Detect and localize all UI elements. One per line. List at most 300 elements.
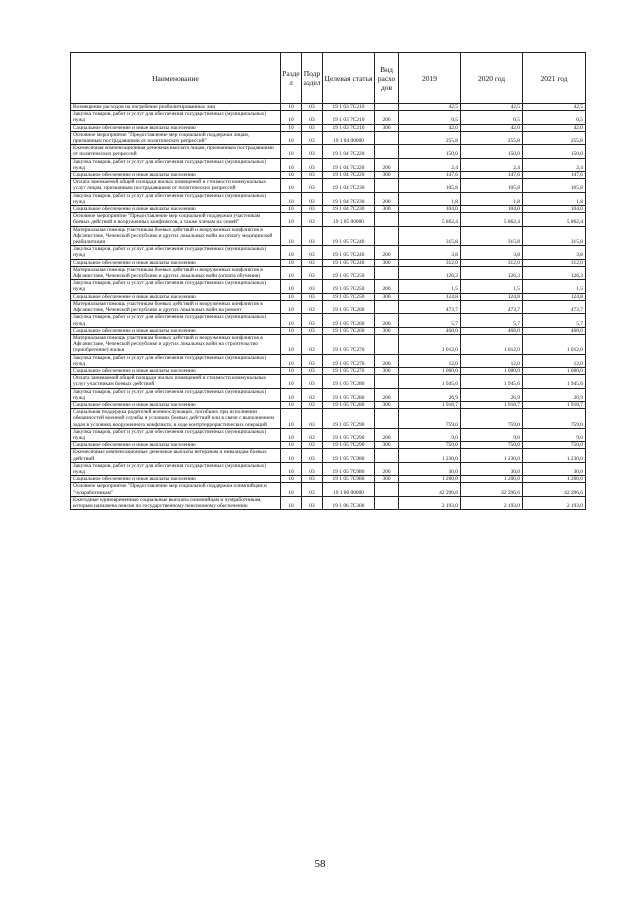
row-target-article: 19 1 05 7С280 — [323, 388, 375, 401]
row-target-article: 19 1 05 7С290 — [323, 442, 375, 449]
row-subsection: 03 — [302, 131, 323, 144]
row-expense-type: 200 — [375, 354, 399, 367]
row-value-2020: 312,0 — [461, 259, 523, 266]
row-expense-type: 300 — [375, 476, 399, 483]
row-target-article: 19 1 05 7С250 — [323, 280, 375, 293]
row-expense-type — [375, 266, 399, 279]
table-row — [71, 259, 586, 266]
row-subsection: 03 — [302, 124, 323, 131]
row-name: Социальное обеспечение и иные выплаты населению — [71, 367, 281, 374]
row-section: 10 — [281, 449, 302, 462]
row-value-2020: 2,4 — [461, 158, 523, 171]
row-value-2019: 1 000,0 — [399, 367, 461, 374]
row-value-2019: 1 945,6 — [399, 375, 461, 388]
row-value-2019: 150,0 — [399, 145, 461, 158]
table-row — [71, 226, 586, 246]
row-expense-type: 200 — [375, 314, 399, 327]
row-value-2021: 1 000,0 — [523, 367, 586, 374]
row-target-article: 19 1 05 7С270 — [323, 367, 375, 374]
row-value-2020: 104,0 — [461, 206, 523, 213]
row-name: Закупка товаров, работ и услуг для обеспечения государственных (муниципальных) нужд — [71, 280, 281, 293]
row-value-2019: 0,5 — [399, 111, 461, 124]
row-value-2020: 12,0 — [461, 354, 523, 367]
row-value-2019: 147,6 — [399, 172, 461, 179]
row-target-article: 19 1 05 7С280 — [323, 401, 375, 408]
row-subsection: 03 — [302, 462, 323, 475]
row-value-2019: 2,4 — [399, 158, 461, 171]
row-value-2019: 124,8 — [399, 293, 461, 300]
row-value-2019: 1 230,0 — [399, 449, 461, 462]
row-value-2021: 105,8 — [523, 179, 586, 192]
row-section: 10 — [281, 111, 302, 124]
row-section: 10 — [281, 375, 302, 388]
table-row — [71, 158, 586, 171]
row-value-2020: 1 918,7 — [461, 401, 523, 408]
table-row — [71, 334, 586, 354]
row-target-article: 19 1 05 7С980 — [323, 462, 375, 475]
table-row — [71, 206, 586, 213]
row-value-2019: 468,0 — [399, 327, 461, 334]
row-name: Закупка товаров, работ и услуг для обеспечения государственных (муниципальных) нужд — [71, 462, 281, 475]
row-target-article: 19 1 05 7С260 — [323, 300, 375, 313]
row-subsection: 03 — [302, 428, 323, 441]
row-value-2021: 0,5 — [523, 111, 586, 124]
document-page — [70, 52, 585, 510]
row-section: 10 — [281, 192, 302, 205]
table-row — [71, 145, 586, 158]
row-value-2020: 9,0 — [461, 428, 523, 441]
row-expense-type: 200 — [375, 388, 399, 401]
table-row — [71, 104, 586, 111]
table-row — [71, 111, 586, 124]
row-subsection: 03 — [302, 213, 323, 226]
row-name: Закупка товаров, работ и услуг для обеспечения государственных (муниципальных) нужд — [71, 388, 281, 401]
row-expense-type: 300 — [375, 327, 399, 334]
row-subsection: 03 — [302, 172, 323, 179]
row-value-2019: 473,7 — [399, 300, 461, 313]
row-value-2020: 1 200,0 — [461, 476, 523, 483]
row-subsection: 03 — [302, 483, 323, 496]
row-target-article: 19 1 06 00000 — [323, 483, 375, 496]
row-value-2019: 750,0 — [399, 442, 461, 449]
row-name: Закупка товаров, работ и услуг для обеспечения государственных (муниципальных) нужд — [71, 246, 281, 259]
row-expense-type — [375, 145, 399, 158]
table-row — [71, 483, 586, 496]
row-section: 10 — [281, 246, 302, 259]
row-expense-type — [375, 213, 399, 226]
row-value-2020: 468,0 — [461, 327, 523, 334]
row-subsection: 03 — [302, 246, 323, 259]
row-value-2020: 42,5 — [461, 104, 523, 111]
row-section: 10 — [281, 145, 302, 158]
page-number: 58 — [314, 858, 326, 870]
row-name: Закупка товаров, работ и услуг для обеспечения государственных (муниципальных) нужд — [71, 314, 281, 327]
table-row — [71, 213, 586, 226]
table-row — [71, 388, 586, 401]
row-value-2021: 124,8 — [523, 293, 586, 300]
row-value-2021: 147,6 — [523, 172, 586, 179]
table-row — [71, 327, 586, 334]
row-expense-type — [375, 131, 399, 144]
row-section: 10 — [281, 428, 302, 441]
row-subsection: 03 — [302, 327, 323, 334]
row-subsection: 03 — [302, 409, 323, 429]
row-value-2020: 3,8 — [461, 246, 523, 259]
row-value-2019: 312,0 — [399, 259, 461, 266]
row-target-article: 19 1 04 7С230 — [323, 179, 375, 192]
header-year-2019: 2019 — [399, 53, 461, 104]
row-subsection: 03 — [302, 280, 323, 293]
row-target-article: 19 1 05 7С980 — [323, 476, 375, 483]
row-target-article: 19 1 03 7С210 — [323, 104, 375, 111]
row-value-2021: 3,8 — [523, 246, 586, 259]
row-value-2020: 1,8 — [461, 192, 523, 205]
row-subsection: 03 — [302, 314, 323, 327]
row-subsection: 03 — [302, 104, 323, 111]
table-header-row — [71, 53, 586, 104]
row-value-2020: 473,7 — [461, 300, 523, 313]
row-section: 10 — [281, 327, 302, 334]
row-value-2021: 12,0 — [523, 354, 586, 367]
header-section: Разде л — [281, 53, 302, 104]
row-target-article: 19 1 05 7С260 — [323, 314, 375, 327]
row-target-article: 19 1 05 7С240 — [323, 226, 375, 246]
row-value-2021: 42,0 — [523, 124, 586, 131]
row-value-2019: 1,5 — [399, 280, 461, 293]
row-value-2020: 26,9 — [461, 388, 523, 401]
table-row — [71, 354, 586, 367]
row-target-article: 19 1 05 7С260 — [323, 327, 375, 334]
row-value-2021: 1 230,0 — [523, 449, 586, 462]
row-value-2019: 105,8 — [399, 179, 461, 192]
header-year-2021: 2021 год — [523, 53, 586, 104]
row-value-2021: 5 862,4 — [523, 213, 586, 226]
row-section: 10 — [281, 280, 302, 293]
row-subsection: 03 — [302, 388, 323, 401]
table-row — [71, 462, 586, 475]
row-name: Ежегодные единовременные социальные выплаты олимпийцам и чумработникам, которым назначена пенсия по государственному пенсионному обеспечению — [71, 496, 281, 509]
row-expense-type — [375, 409, 399, 429]
row-value-2021: 315,8 — [523, 226, 586, 246]
row-expense-type: 200 — [375, 111, 399, 124]
row-value-2020: 42 296,6 — [461, 483, 523, 496]
row-target-article: 19 1 05 7С250 — [323, 266, 375, 279]
row-subsection: 03 — [302, 476, 323, 483]
row-target-article: 19 1 06 7С300 — [323, 496, 375, 509]
row-target-article: 19 1 03 7С210 — [323, 111, 375, 124]
row-value-2020: 147,6 — [461, 172, 523, 179]
row-section: 10 — [281, 401, 302, 408]
row-name: Оплата занимаемой общей площади жилых помещений и стоимости коммунальных услуг участникам боевых действий — [71, 375, 281, 388]
row-value-2020: 315,8 — [461, 226, 523, 246]
row-value-2019: 5,7 — [399, 314, 461, 327]
row-value-2019: 5 862,4 — [399, 213, 461, 226]
row-value-2021: 150,0 — [523, 145, 586, 158]
row-expense-type: 200 — [375, 158, 399, 171]
row-value-2021: 42 296,6 — [523, 483, 586, 496]
row-value-2019: 104,0 — [399, 206, 461, 213]
row-section: 10 — [281, 409, 302, 429]
table-row — [71, 496, 586, 509]
row-value-2019: 9,0 — [399, 428, 461, 441]
row-value-2020: 759,0 — [461, 409, 523, 429]
table-row — [71, 179, 586, 192]
table-row — [71, 428, 586, 441]
row-section: 10 — [281, 179, 302, 192]
row-target-article: 19 1 05 7С270 — [323, 334, 375, 354]
row-expense-type: 300 — [375, 367, 399, 374]
row-target-article: 19 1 05 00000 — [323, 213, 375, 226]
row-expense-type: 300 — [375, 172, 399, 179]
row-value-2021: 9,0 — [523, 428, 586, 441]
row-value-2021: 2,4 — [523, 158, 586, 171]
row-value-2021: 126,3 — [523, 266, 586, 279]
row-section: 10 — [281, 104, 302, 111]
table-row — [71, 266, 586, 279]
row-target-article: 19 1 05 7С980 — [323, 449, 375, 462]
row-section: 10 — [281, 388, 302, 401]
row-section: 10 — [281, 314, 302, 327]
row-expense-type — [375, 179, 399, 192]
row-subsection: 03 — [302, 192, 323, 205]
table-row — [71, 401, 586, 408]
row-value-2019: 759,0 — [399, 409, 461, 429]
row-target-article: 19 1 04 00000 — [323, 131, 375, 144]
row-name: Ежемесячная компенсационная денежная выплата лицам, признанным пострадавшими от политических репрессий — [71, 145, 281, 158]
row-expense-type: 200 — [375, 246, 399, 259]
table-body — [71, 104, 586, 510]
row-value-2020: 105,8 — [461, 179, 523, 192]
row-value-2021: 1 200,0 — [523, 476, 586, 483]
row-value-2020: 126,3 — [461, 266, 523, 279]
table-row — [71, 409, 586, 429]
row-expense-type: 200 — [375, 192, 399, 205]
row-subsection: 03 — [302, 259, 323, 266]
row-section: 10 — [281, 158, 302, 171]
header-year-2020: 2020 год — [461, 53, 523, 104]
row-name: Закупка товаров, работ и услуг для обеспечения государственных (муниципальных) нужд — [71, 158, 281, 171]
row-expense-type — [375, 483, 399, 496]
row-value-2019: 12,0 — [399, 354, 461, 367]
row-expense-type: 300 — [375, 124, 399, 131]
header-target-article: Целевая статья — [323, 53, 375, 104]
row-expense-type: 300 — [375, 259, 399, 266]
row-expense-type — [375, 375, 399, 388]
row-value-2019: 2 193,0 — [399, 496, 461, 509]
table-row — [71, 375, 586, 388]
row-section: 10 — [281, 483, 302, 496]
row-value-2021: 26,9 — [523, 388, 586, 401]
row-expense-type: 200 — [375, 462, 399, 475]
row-value-2020: 30,0 — [461, 462, 523, 475]
row-name: Социальное обеспечение и иные выплаты населению — [71, 259, 281, 266]
row-target-article: 19 1 04 7С220 — [323, 158, 375, 171]
row-value-2021: 2 193,0 — [523, 496, 586, 509]
row-expense-type: 200 — [375, 280, 399, 293]
row-name: Материальная помощь участникам боевых действий и вооруженных конфликтов в Афганистане, Чеченской республике и других локальных войн (оплата обучения) — [71, 266, 281, 279]
row-value-2019: 126,3 — [399, 266, 461, 279]
row-value-2020: 1 945,6 — [461, 375, 523, 388]
row-value-2021: 255,8 — [523, 131, 586, 144]
table-row — [71, 124, 586, 131]
row-value-2021: 750,0 — [523, 442, 586, 449]
row-subsection: 03 — [302, 354, 323, 367]
row-value-2021: 312,0 — [523, 259, 586, 266]
row-target-article: 19 1 04 7С230 — [323, 206, 375, 213]
row-name: Основное мероприятие "Предоставление мер социальной поддержки участникам боевых действий и вооруженных конфликтов, а также членам их семей" — [71, 213, 281, 226]
row-value-2020: 750,0 — [461, 442, 523, 449]
row-expense-type — [375, 104, 399, 111]
row-expense-type: 300 — [375, 442, 399, 449]
row-subsection: 03 — [302, 206, 323, 213]
row-section: 10 — [281, 300, 302, 313]
row-name: Закупка товаров, работ и услуг для обеспечения государственных (муниципальных) нужд — [71, 428, 281, 441]
row-name: Закупка товаров, работ и услуг для обеспечения государственных (муниципальных) нужд — [71, 192, 281, 205]
table-row — [71, 172, 586, 179]
row-value-2021: 1,5 — [523, 280, 586, 293]
table-row — [71, 476, 586, 483]
row-name: Социальное обеспечение и иные выплаты населению — [71, 327, 281, 334]
row-value-2021: 468,0 — [523, 327, 586, 334]
row-subsection: 03 — [302, 496, 323, 509]
row-name: Ежемесячные компенсационные денежные выплаты ветеранам и инвалидам боевых действий — [71, 449, 281, 462]
row-value-2019: 1,8 — [399, 192, 461, 205]
row-value-2021: 42,5 — [523, 104, 586, 111]
row-expense-type: 300 — [375, 293, 399, 300]
row-value-2021: 1 945,6 — [523, 375, 586, 388]
row-subsection: 03 — [302, 334, 323, 354]
row-expense-type: 300 — [375, 401, 399, 408]
row-section: 10 — [281, 206, 302, 213]
row-value-2021: 473,7 — [523, 300, 586, 313]
row-value-2021: 1,8 — [523, 192, 586, 205]
row-section: 10 — [281, 124, 302, 131]
row-target-article: 19 1 04 7С220 — [323, 172, 375, 179]
row-subsection: 03 — [302, 300, 323, 313]
row-name: Материальная помощь участникам боевых действий и вооруженных конфликтов в Афганистане, Чеченской республике и других локальных войн на ремонт — [71, 300, 281, 313]
row-section: 10 — [281, 293, 302, 300]
row-subsection: 03 — [302, 266, 323, 279]
row-value-2020: 255,8 — [461, 131, 523, 144]
row-name: Социальное обеспечение и иные выплаты населению — [71, 124, 281, 131]
row-name: Социальная поддержка родителей военнослужащих, погибших при исполнении обязанностей военной службы в условиях боевых действий или в связи с выполнением задач в условиях вооруженного конфликта, в ходе контртеррористических операций — [71, 409, 281, 429]
row-value-2020: 5 862,4 — [461, 213, 523, 226]
row-expense-type: 300 — [375, 206, 399, 213]
row-value-2021: 759,0 — [523, 409, 586, 429]
row-value-2019: 30,0 — [399, 462, 461, 475]
row-section: 10 — [281, 334, 302, 354]
row-section: 10 — [281, 462, 302, 475]
header-subsection: Подр аздел — [302, 53, 323, 104]
table-row — [71, 246, 586, 259]
row-value-2020: 124,8 — [461, 293, 523, 300]
row-name: Материальная помощь участникам боевых действий и вооруженных конфликтов в Афганистане, Чеченской республике и других локальных войн на строительство (приобретение) жилья — [71, 334, 281, 354]
table-row — [71, 367, 586, 374]
row-value-2019: 26,9 — [399, 388, 461, 401]
row-section: 10 — [281, 476, 302, 483]
header-expense-type: Вид расхо дов — [375, 53, 399, 104]
row-value-2019: 42 296,6 — [399, 483, 461, 496]
row-value-2020: 2 193,0 — [461, 496, 523, 509]
row-name: Материальная помощь участникам боевых действий и вооруженных конфликтов в Афганистане, Чеченской республике и других локальных войн на оплату медицинской реабилитации — [71, 226, 281, 246]
row-value-2020: 5,7 — [461, 314, 523, 327]
row-target-article: 19 1 05 7С290 — [323, 428, 375, 441]
row-subsection: 03 — [302, 367, 323, 374]
row-value-2021: 104,0 — [523, 206, 586, 213]
row-section: 10 — [281, 496, 302, 509]
row-expense-type — [375, 496, 399, 509]
row-section: 10 — [281, 367, 302, 374]
row-value-2020: 1 000,0 — [461, 367, 523, 374]
row-expense-type — [375, 300, 399, 313]
row-name: Социальное обеспечение и иные выплаты населению — [71, 401, 281, 408]
row-value-2021: 5,7 — [523, 314, 586, 327]
row-subsection: 03 — [302, 179, 323, 192]
row-subsection: 03 — [302, 111, 323, 124]
row-value-2019: 1 200,0 — [399, 476, 461, 483]
row-expense-type: 200 — [375, 428, 399, 441]
table-row — [71, 314, 586, 327]
row-subsection: 03 — [302, 145, 323, 158]
row-subsection: 03 — [302, 401, 323, 408]
row-section: 10 — [281, 266, 302, 279]
row-name: Закупка товаров, работ и услуг для обеспечения государственных (муниципальных) нужд — [71, 354, 281, 367]
row-name: Оплата занимаемой общей площади жилых помещений и стоимости коммунальных услуг лицам, признанным пострадавшими от политических репрессий — [71, 179, 281, 192]
row-name: Возмещение расходов на погребение реабилитированных лиц — [71, 104, 281, 111]
row-value-2019: 315,8 — [399, 226, 461, 246]
row-section: 10 — [281, 131, 302, 144]
row-value-2020: 42,0 — [461, 124, 523, 131]
row-subsection: 03 — [302, 375, 323, 388]
row-subsection: 03 — [302, 226, 323, 246]
row-name: Социальное обеспечение и иные выплаты населению — [71, 206, 281, 213]
row-name: Закупка товаров, работ и услуг для обеспечения государственных (муниципальных) нужд — [71, 111, 281, 124]
row-name: Социальное обеспечение и иные выплаты населению — [71, 442, 281, 449]
row-value-2020: 1,5 — [461, 280, 523, 293]
row-value-2019: 1 012,0 — [399, 334, 461, 354]
row-value-2020: 0,5 — [461, 111, 523, 124]
row-target-article: 19 1 05 7С240 — [323, 259, 375, 266]
row-target-article: 19 1 05 7С270 — [323, 354, 375, 367]
row-section: 10 — [281, 259, 302, 266]
row-target-article: 19 1 05 7С290 — [323, 409, 375, 429]
row-value-2020: 1 012,0 — [461, 334, 523, 354]
budget-table — [70, 52, 586, 510]
table-row — [71, 131, 586, 144]
row-value-2020: 150,0 — [461, 145, 523, 158]
row-subsection: 03 — [302, 449, 323, 462]
row-subsection: 03 — [302, 442, 323, 449]
row-section: 10 — [281, 354, 302, 367]
row-value-2021: 30,0 — [523, 462, 586, 475]
row-subsection: 03 — [302, 293, 323, 300]
row-target-article: 19 1 03 7С210 — [323, 124, 375, 131]
row-value-2019: 42,0 — [399, 124, 461, 131]
row-name: Социальное обеспечение и иные выплаты населению — [71, 476, 281, 483]
row-target-article: 19 1 05 7С240 — [323, 246, 375, 259]
row-value-2019: 3,8 — [399, 246, 461, 259]
table-row — [71, 300, 586, 313]
table-row — [71, 449, 586, 462]
row-name: Основное мероприятие "Предоставление мер социальной поддержки олимпийцам и "чумработникам" — [71, 483, 281, 496]
row-target-article: 19 1 04 7С230 — [323, 192, 375, 205]
row-name: Социальное обеспечение и иные выплаты населению — [71, 172, 281, 179]
row-name: Социальное обеспечение и иные выплаты населению — [71, 293, 281, 300]
row-section: 10 — [281, 226, 302, 246]
row-value-2020: 1 230,0 — [461, 449, 523, 462]
row-value-2019: 42,5 — [399, 104, 461, 111]
row-target-article: 19 1 04 7С220 — [323, 145, 375, 158]
